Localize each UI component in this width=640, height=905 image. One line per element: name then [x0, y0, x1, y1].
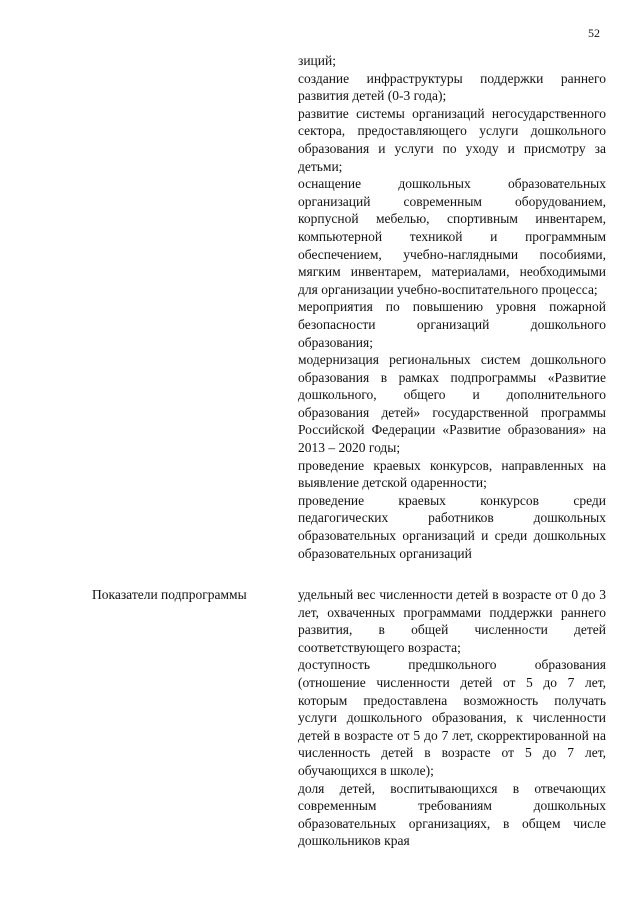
- paragraph: модернизация региональных систем дошкольного образования в рамках подпрограммы «Развитие дошкольного, общего и дополнительного образования детей» государственной программы Российской Федерации «Развитие образования» на 2013 – 2020 годы;: [298, 352, 606, 456]
- paragraph: зиций;: [298, 53, 336, 68]
- paragraph: проведение краевых конкурсов среди педагогических работников дошкольных образовательных организаций и среди дошкольных образовательных организаций: [298, 492, 606, 561]
- paragraph: создание инфраструктуры поддержки раннего развития детей (0-3 года);: [298, 70, 606, 104]
- paragraph: проведение краевых конкурсов, направленных на выявление детской одаренности;: [298, 457, 606, 491]
- paragraph: доступность предшкольного образования (отношение численности детей от 5 до 7 лет, которым предоставлена возможность получать услуги дошкольного образования, к численности детей в возрасте от 5 до 7 лет, скорректированной на численность детей в возрасте от 5 до 7 лет, обучающихся в школе);: [298, 657, 606, 778]
- page-number: 52: [588, 26, 600, 40]
- indicators-label: Показатели подпрограммы: [92, 587, 247, 602]
- section1-text: [298, 52, 606, 562]
- paragraph: развитие системы организаций негосударственного сектора, предоставляющего услуги дошкольного образования и услуги по уходу и присмотру за детьми;: [298, 105, 606, 174]
- paragraph: доля детей, воспитывающихся в отвечающих современным требованиям дошкольных образовательных организациях, в общем числе дошкольников края: [298, 780, 606, 849]
- paragraph: оснащение дошкольных образовательных организаций современным оборудованием, корпусной мебелью, спортивным инвентарем, компьютерной техникой и программным обеспечением, учебно-наглядными пособиями, мягким инвентарем, материалами, необходимыми для организации учебно-воспитательного процесса;: [298, 176, 606, 297]
- paragraph: мероприятия по повышению уровня пожарной безопасности организаций дошкольного образования;: [298, 299, 606, 350]
- section2-text: [298, 586, 606, 850]
- paragraph: удельный вес численности детей в возрасте от 0 до 3 лет, охваченных программами поддержки раннего развития, в общей численности детей соответствующего возраста;: [298, 587, 606, 655]
